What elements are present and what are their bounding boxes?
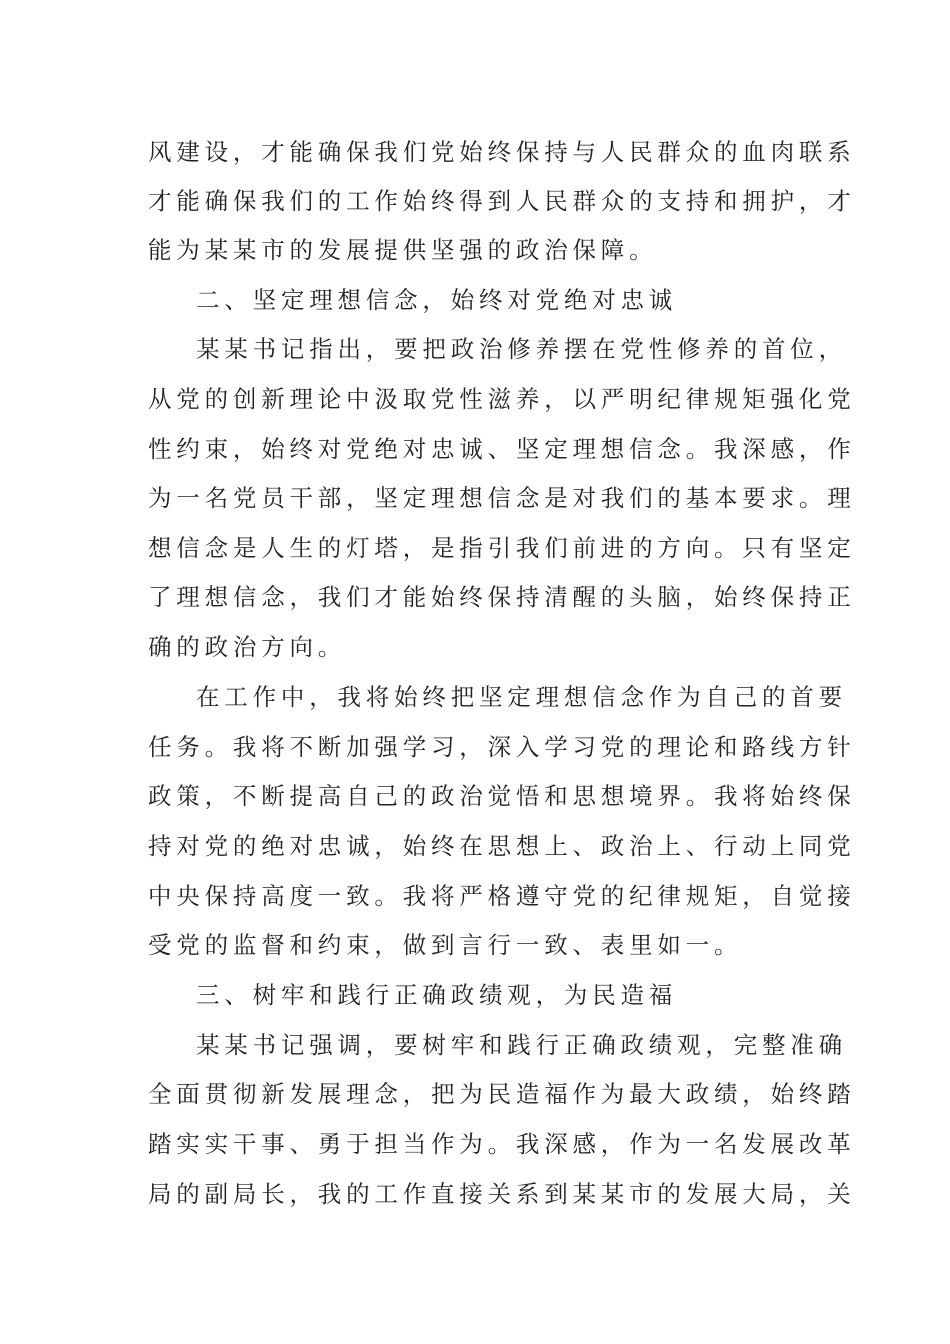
body-text-line: 想信念是人生的灯塔，是指引我们前进的方向。只有坚定 xyxy=(148,534,856,562)
paragraph-first-line: 某某书记强调，要树牢和践行正确政绩观，完整准确 xyxy=(196,1031,847,1059)
body-text-line: 全面贯彻新发展理念，把为民造福作为最大政绩，始终踏 xyxy=(148,1080,856,1108)
body-text-line: 才能确保我们的工作始终得到人民群众的支持和拥护，才 xyxy=(148,187,856,215)
body-text-line: 能为某某市的发展提供坚强的政治保障。 xyxy=(148,236,658,264)
paragraph-first-line: 某某书记指出，要把政治修养摆在党性修养的首位， xyxy=(196,335,847,363)
body-text-line: 踏实实干事、勇于担当作为。我深感，作为一名发展改革 xyxy=(148,1130,856,1158)
body-text-line: 持对党的绝对忠诚，始终在思想上、政治上、行动上同党 xyxy=(148,832,856,860)
paragraph-first-line: 在工作中，我将始终把坚定理想信念作为自己的首要 xyxy=(196,683,847,711)
body-text-line: 为一名党员干部，坚定理想信念是对我们的基本要求。理 xyxy=(148,484,856,512)
body-text-line: 局的副局长，我的工作直接关系到某某市的发展大局，关 xyxy=(148,1180,856,1208)
body-text-line: 从党的创新理论中汲取党性滋养，以严明纪律规矩强化党 xyxy=(148,385,856,413)
section-heading: 二、坚定理想信念，始终对党绝对忠诚 xyxy=(196,286,678,314)
body-text-line: 中央保持高度一致。我将严格遵守党的纪律规矩，自觉接 xyxy=(148,882,856,910)
body-text-line: 了理想信念，我们才能始终保持清醒的头脑，始终保持正 xyxy=(148,583,856,611)
body-text-line: 受党的监督和约束，做到言行一致、表里如一。 xyxy=(148,931,743,959)
body-text-line: 政策，不断提高自己的政治觉悟和思想境界。我将始终保 xyxy=(148,782,856,810)
body-text-line: 任务。我将不断加强学习，深入学习党的理论和路线方针 xyxy=(148,733,856,761)
body-text-line: 确的政治方向。 xyxy=(148,633,347,661)
section-heading: 三、树牢和践行正确政绩观，为民造福 xyxy=(196,981,678,1009)
body-text-line: 性约束，始终对党绝对忠诚、坚定理想信念。我深感，作 xyxy=(148,435,856,463)
body-text-line: 风建设，才能确保我们党始终保持与人民群众的血肉联系 xyxy=(148,138,856,166)
